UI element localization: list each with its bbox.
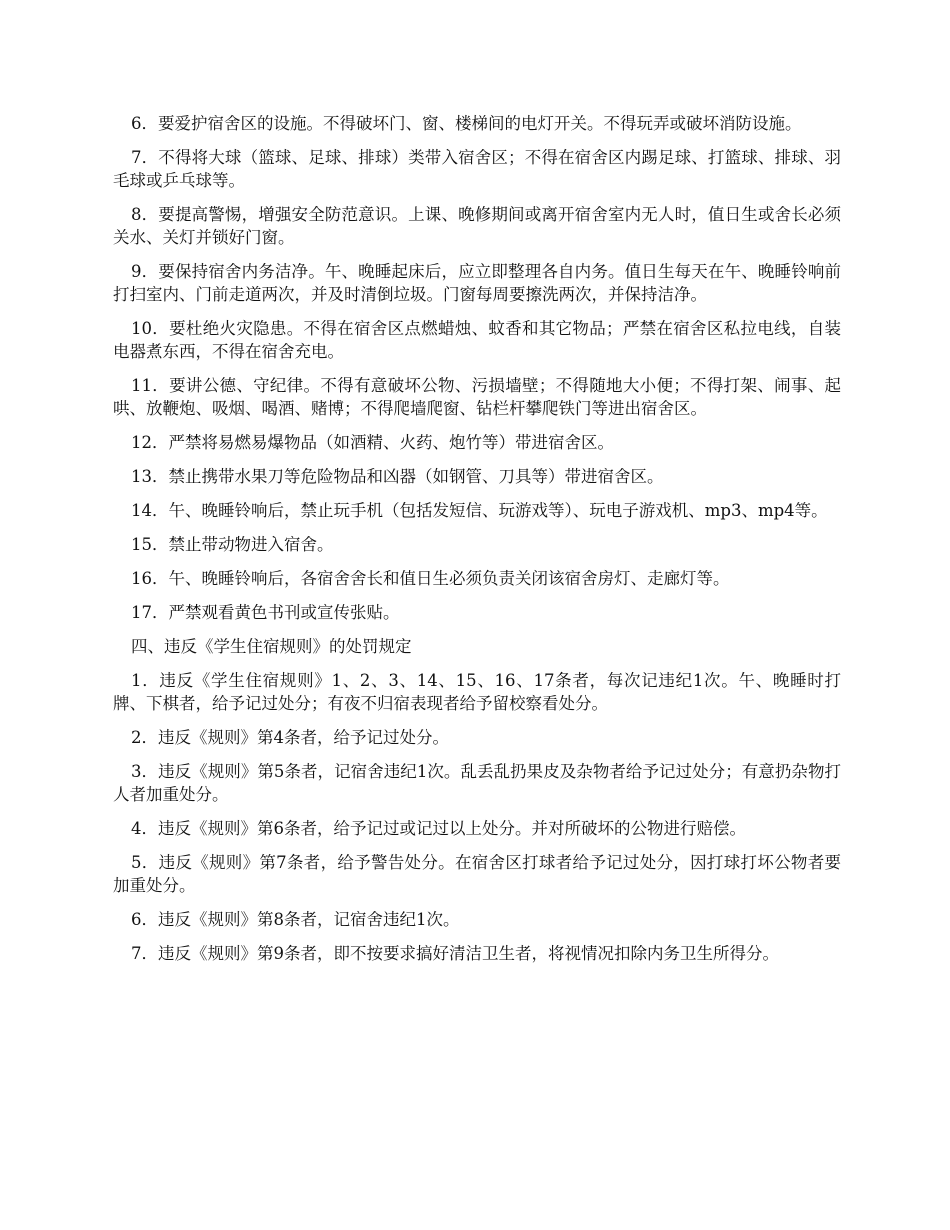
paragraph: 5．违反《规则》第7条者，给予警告处分。在宿舍区打球者给予记过处分，因打球打坏公物者要加重处分。 <box>113 853 841 895</box>
paragraph: 11．要讲公德、守纪律。不得有意破坏公物、污损墙壁；不得随地大小便；不得打架、闹事、起哄、放鞭炮、吸烟、喝酒、赌博；不得爬墙爬窗、钻栏杆攀爬铁门等进出宿舍区。 <box>113 376 841 418</box>
paragraph: 8．要提高警惕，增强安全防范意识。上课、晚修期间或离开宿舍室内无人时，值日生或舍长必须关水、关灯并锁好门窗。 <box>113 205 841 247</box>
paragraph: 13．禁止携带水果刀等危险物品和凶器（如钢管、刀具等）带进宿舍区。 <box>131 467 664 486</box>
paragraph: 6．要爱护宿舍区的设施。不得破坏门、窗、楼梯间的电灯开关。不得玩弄或破坏消防设施。 <box>131 114 802 133</box>
paragraph: 14．午、晚睡铃响后，禁止玩手机（包括发短信、玩游戏等）、玩电子游戏机、mp3、mp4等。 <box>131 501 828 520</box>
paragraph: 4．违反《规则》第6条者，给予记过或记过以上处分。并对所破坏的公物进行赔偿。 <box>131 819 746 838</box>
paragraph: 12．严禁将易燃易爆物品（如酒精、火药、炮竹等）带进宿舍区。 <box>131 433 614 452</box>
paragraph: 15．禁止带动物进入宿舍。 <box>131 535 334 554</box>
paragraph: 6．违反《规则》第8条者，记宿舍违纪1次。 <box>131 910 460 929</box>
document-body <box>113 112 841 976</box>
paragraph: 1．违反《学生住宿规则》1、2、3、14、15、16、17条者，每次记违纪1次。午、晚睡时打牌、下棋者，给予记过处分；有夜不归宿表现者给予留校察看处分。 <box>113 671 841 713</box>
paragraph: 2．违反《规则》第4条者，给予记过处分。 <box>131 728 449 747</box>
paragraph: 10．要杜绝火灾隐患。不得在宿舍区点燃蜡烛、蚊香和其它物品；严禁在宿舍区私拉电线，自装电器煮东西，不得在宿舍充电。 <box>113 319 841 361</box>
paragraph: 16．午、晚睡铃响后，各宿舍舍长和值日生必须负责关闭该宿舍房灯、走廊灯等。 <box>131 569 730 588</box>
paragraph: 9．要保持宿舍内务洁净。午、晚睡起床后，应立即整理各自内务。值日生每天在午、晚睡铃响前打扫室内、门前走道两次，并及时清倒垃圾。门窗每周要擦洗两次，并保持洁净。 <box>113 262 841 304</box>
paragraph: 7．不得将大球（篮球、足球、排球）类带入宿舍区；不得在宿舍区内踢足球、打篮球、排球、羽毛球或乒乓球等。 <box>113 148 841 190</box>
paragraph: 3．违反《规则》第5条者，记宿舍违纪1次。乱丢乱扔果皮及杂物者给予记过处分；有意扔杂物打人者加重处分。 <box>113 762 841 804</box>
section-heading: 四、违反《学生住宿规则》的处罚规定 <box>131 637 412 656</box>
paragraph: 17．严禁观看黄色书刊或宣传张贴。 <box>131 603 400 622</box>
paragraph: 7．违反《规则》第9条者，即不按要求搞好清洁卫生者，将视情况扣除内务卫生所得分。 <box>131 944 779 963</box>
